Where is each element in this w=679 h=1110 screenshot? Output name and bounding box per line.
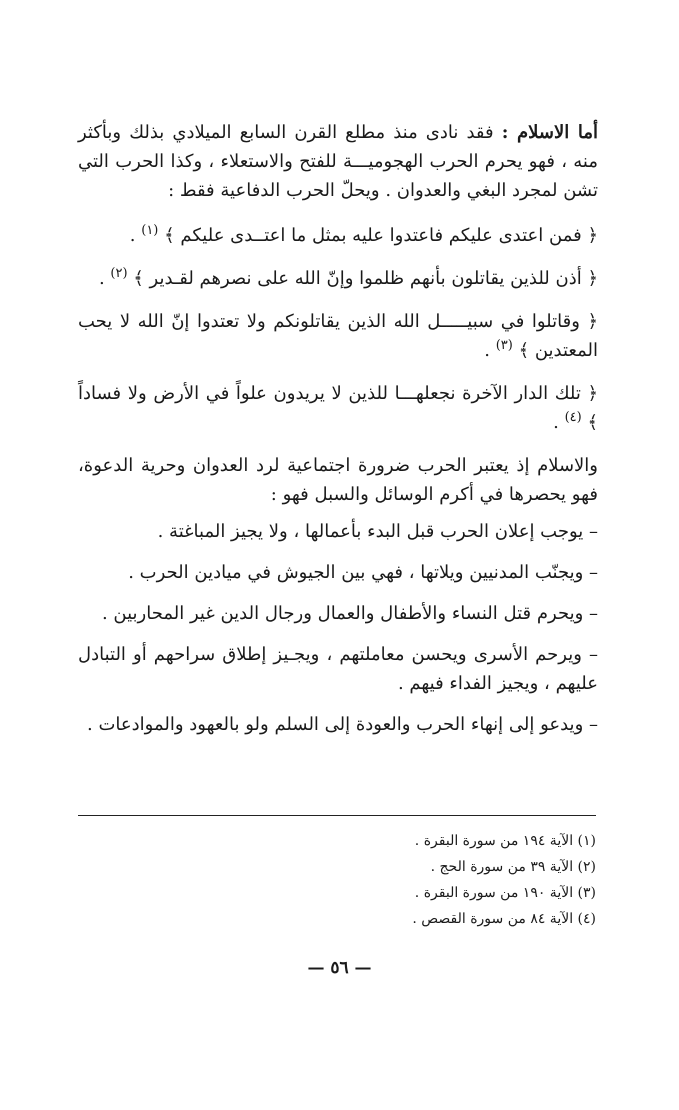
page-body <box>78 118 598 751</box>
bullet-item: – ويجنّب المدنيين ويلاتها ، فهي بين الجيوش في ميادين الحرب . <box>128 562 598 583</box>
page-number: — ٥٦ — <box>307 958 372 978</box>
quote-text: ﴿ تلك الدار الآخرة نجعلهـــا للذين لا يريدون علواً في الأرض ولا فساداً ﴾ <box>78 383 598 433</box>
intro-lead: أما الاسلام : <box>501 122 598 143</box>
footnote-ref: (٤) <box>564 410 582 425</box>
quote-end: . <box>553 412 565 433</box>
intro-text: فقد نادى منذ مطلع القرن السابع الميلادي بذلك وبأكثر منه ، فهو يحرم الحرب الهجوميـــة للفتح والاستعلاء ، وكذا الحرب التي تشن لمجرد البغي والعدوان . ويحلّ الحرب الدفاعية فقط : <box>78 122 598 201</box>
quote-end: . <box>129 225 142 246</box>
footnote-ref: (٣) <box>495 338 513 353</box>
footnote-divider <box>78 815 596 816</box>
second-paragraph: والاسلام إذ يعتبر الحرب ضرورة اجتماعية لرد العدوان وحرية الدعوة، فهو يحصرها في أكرم الوسائل والسبل فهو : <box>78 455 598 505</box>
footnotes <box>78 828 596 932</box>
quote-text: ﴿ فمن اعتدى عليكم فاعتدوا عليه بمثل ما اعتــدى عليكم ﴾ <box>164 225 598 246</box>
footnote-item: (٢) الآية ٣٩ من سورة الحج . <box>430 859 596 875</box>
bullet-item: – يوجب إعلان الحرب قبل البدء بأعمالها ، ولا يجيز المباغتة . <box>157 521 598 542</box>
footnote-item: (٣) الآية ١٩٠ من سورة البقرة . <box>414 885 596 901</box>
footnote-ref: (١) <box>141 223 159 238</box>
quote-text: ﴿ وقاتلوا في سبيـــــل الله الذين يقاتلونكم ولا تعتدوا إنّ الله لا يحب المعتدين ﴾ <box>78 311 598 361</box>
quote-4 <box>78 379 598 437</box>
quote-text: ﴿ أذن للذين يقاتلون بأنهم ظلموا وإنّ الله على نصرهم لقـدير ﴾ <box>133 268 598 289</box>
quote-end: . <box>484 340 496 361</box>
quote-2 <box>78 264 598 293</box>
footnote-item: (١) الآية ١٩٤ من سورة البقرة . <box>414 833 596 849</box>
quote-1 <box>78 221 598 250</box>
quote-end: . <box>98 268 111 289</box>
intro-paragraph <box>78 118 598 205</box>
bullet-item: – ويدعو إلى إنهاء الحرب والعودة إلى السلم ولو بالعهود والموادعات . <box>87 714 598 735</box>
quote-3 <box>78 307 598 365</box>
footnote-ref: (٢) <box>110 266 128 281</box>
bullet-item: – ويحرم قتل النساء والأطفال والعمال ورجال الدين غير المحاربين . <box>101 603 598 624</box>
bullet-item: – ويرحم الأسرى ويحسن معاملتهم ، ويجـيز إطلاق سراحهم أو التبادل عليهم ، ويجيز الفداء فيهم . <box>78 644 598 694</box>
footnote-item: (٤) الآية ٨٤ من سورة القصص . <box>412 911 596 927</box>
